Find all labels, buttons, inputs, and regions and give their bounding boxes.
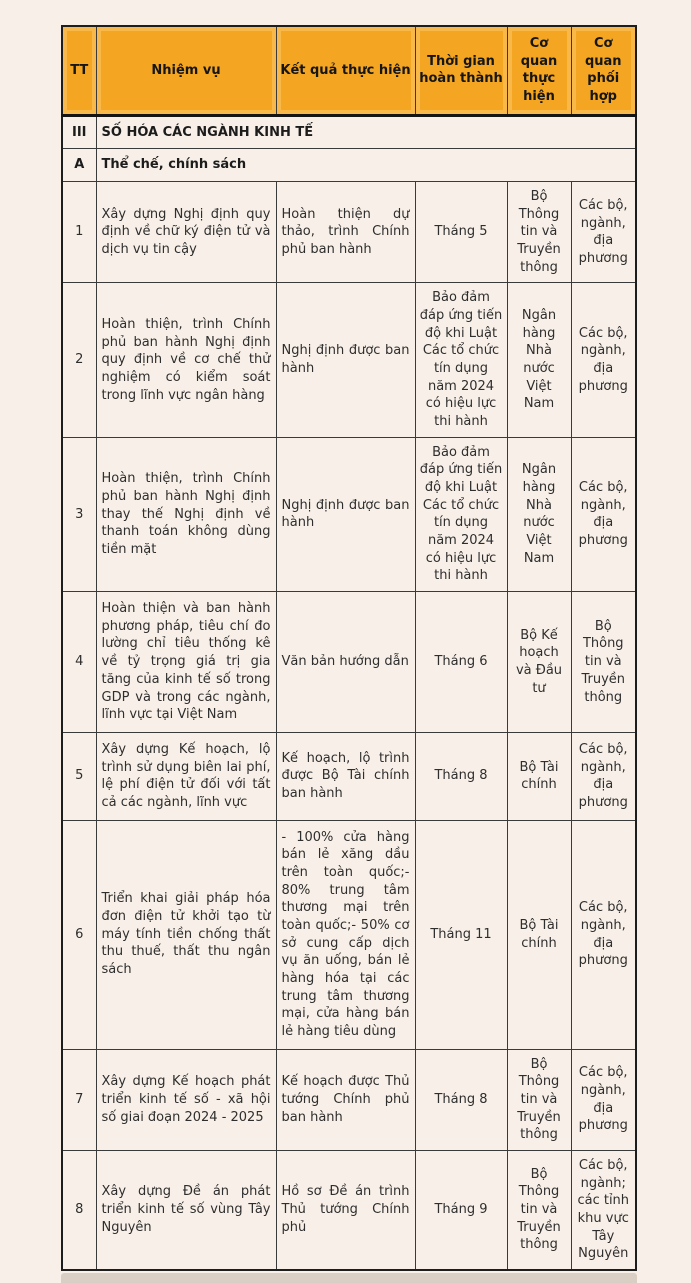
task-rows [62, 115, 636, 1270]
deadline-cell: Bảo đảm đáp ứng tiến độ khi Luật Các tổ chức tín dụng năm 2024 có hiệu lực thi hành [415, 283, 507, 437]
agency-cell: Bộ Tài chính [507, 820, 571, 1049]
coop-cell: Các bộ, ngành, địa phương [571, 437, 636, 591]
table-row [62, 283, 636, 437]
row-number: 6 [62, 820, 96, 1049]
table-row [62, 1150, 636, 1270]
result-cell: Văn bản hướng dẫn [276, 592, 415, 733]
col-header-tt: TT [62, 26, 96, 115]
col-header-result: Kết quả thực hiện [276, 26, 415, 115]
deadline-cell: Tháng 5 [415, 182, 507, 283]
task-cell: Xây dựng Kế hoạch phát triển kinh tế số - xã hội số giai đoạn 2024 - 2025 [96, 1049, 276, 1150]
section-row-iii [62, 115, 636, 149]
task-cell: Hoàn thiện, trình Chính phủ ban hành Nghị định quy định về cơ chế thử nghiệm có kiểm soát trong lĩnh vực ngân hàng [96, 283, 276, 437]
result-cell: Hoàn thiện dự thảo, trình Chính phủ ban hành [276, 182, 415, 283]
agency-cell: Ngân hàng Nhà nước Việt Nam [507, 283, 571, 437]
agency-cell: Bộ Tài chính [507, 732, 571, 820]
table-row [62, 820, 636, 1049]
deadline-cell: Bảo đảm đáp ứng tiến độ khi Luật Các tổ chức tín dụng năm 2024 có hiệu lực thi hành [415, 437, 507, 591]
row-number: 3 [62, 437, 96, 591]
col-header-task: Nhiệm vụ [96, 26, 276, 115]
task-cell: Xây dựng Đề án phát triển kinh tế số vùng Tây Nguyên [96, 1150, 276, 1270]
deadline-cell: Tháng 6 [415, 592, 507, 733]
task-cell: Triển khai giải pháp hóa đơn điện tử khởi tạo từ máy tính tiền chống thất thu thuế, thất thu ngân sách [96, 820, 276, 1049]
section-title: SỐ HÓA CÁC NGÀNH KINH TẾ [96, 115, 636, 149]
task-cell: Xây dựng Kế hoạch, lộ trình sử dụng biên lai phí, lệ phí điện tử đối với tất cả các ngành, lĩnh vực [96, 732, 276, 820]
coop-cell: Các bộ, ngành, địa phương [571, 820, 636, 1049]
deadline-cell: Tháng 9 [415, 1150, 507, 1270]
result-cell: Hồ sơ Đề án trình Thủ tướng Chính phủ [276, 1150, 415, 1270]
col-header-time: Thời gian hoàn thành [415, 26, 507, 115]
table-row [62, 182, 636, 283]
task-plan-table [61, 25, 637, 1271]
coop-cell: Các bộ, ngành, địa phương [571, 182, 636, 283]
coop-cell: Các bộ, ngành; các tỉnh khu vực Tây Nguyên [571, 1150, 636, 1270]
coop-cell: Các bộ, ngành, địa phương [571, 283, 636, 437]
deadline-cell: Tháng 11 [415, 820, 507, 1049]
result-cell: Nghị định được ban hành [276, 283, 415, 437]
col-header-coop: Cơ quan phối hợp [571, 26, 636, 115]
row-number: 1 [62, 182, 96, 283]
task-cell: Hoàn thiện và ban hành phương pháp, tiêu chí đo lường chỉ tiêu thống kê về tỷ trọng giá trị gia tăng của kinh tế số trong GDP và trong các ngành, lĩnh vực tại Việt Nam [96, 592, 276, 733]
subsection-number: A [62, 149, 96, 182]
row-number: 5 [62, 732, 96, 820]
row-number: 7 [62, 1049, 96, 1150]
section-number: III [62, 115, 96, 149]
result-cell: Kế hoạch được Thủ tướng Chính phủ ban hành [276, 1049, 415, 1150]
coop-cell: Các bộ, ngành, địa phương [571, 1049, 636, 1150]
agency-cell: Bộ Thông tin và Truyền thông [507, 182, 571, 283]
deadline-cell: Tháng 8 [415, 732, 507, 820]
result-cell: - 100% cửa hàng bán lẻ xăng dầu trên toàn quốc;- 80% trung tâm thương mại trên toàn quốc;- 50% cơ sở cung cấp dịch vụ ăn uống, bán lẻ hàng hóa tại các trung tâm thương mại, cửa hàng bán lẻ hàng tiêu dùng [276, 820, 415, 1049]
task-cell: Hoàn thiện, trình Chính phủ ban hành Nghị định thay thế Nghị định về thanh toán không dùng tiền mặt [96, 437, 276, 591]
agency-cell: Ngân hàng Nhà nước Việt Nam [507, 437, 571, 591]
table-row [62, 732, 636, 820]
row-number: 4 [62, 592, 96, 733]
table-header-row [62, 26, 636, 115]
table-row [62, 592, 636, 733]
result-cell: Kế hoạch, lộ trình được Bộ Tài chính ban hành [276, 732, 415, 820]
agency-cell: Bộ Thông tin và Truyền thông [507, 1150, 571, 1270]
coop-cell: Bộ Thông tin và Truyền thông [571, 592, 636, 733]
document-page [61, 25, 637, 1271]
table-row [62, 437, 636, 591]
result-cell: Nghị định được ban hành [276, 437, 415, 591]
subsection-title: Thể chế, chính sách [96, 149, 636, 182]
col-header-agency: Cơ quan thực hiện [507, 26, 571, 115]
table-row [62, 1049, 636, 1150]
row-number: 2 [62, 283, 96, 437]
agency-cell: Bộ Thông tin và Truyền thông [507, 1049, 571, 1150]
coop-cell: Các bộ, ngành, địa phương [571, 732, 636, 820]
task-cell: Xây dựng Nghị định quy định về chữ ký điện tử và dịch vụ tin cậy [96, 182, 276, 283]
row-number: 8 [62, 1150, 96, 1270]
deadline-cell: Tháng 8 [415, 1049, 507, 1150]
next-table-top-edge [61, 1273, 637, 1283]
agency-cell: Bộ Kế hoạch và Đầu tư [507, 592, 571, 733]
subsection-row-a [62, 149, 636, 182]
